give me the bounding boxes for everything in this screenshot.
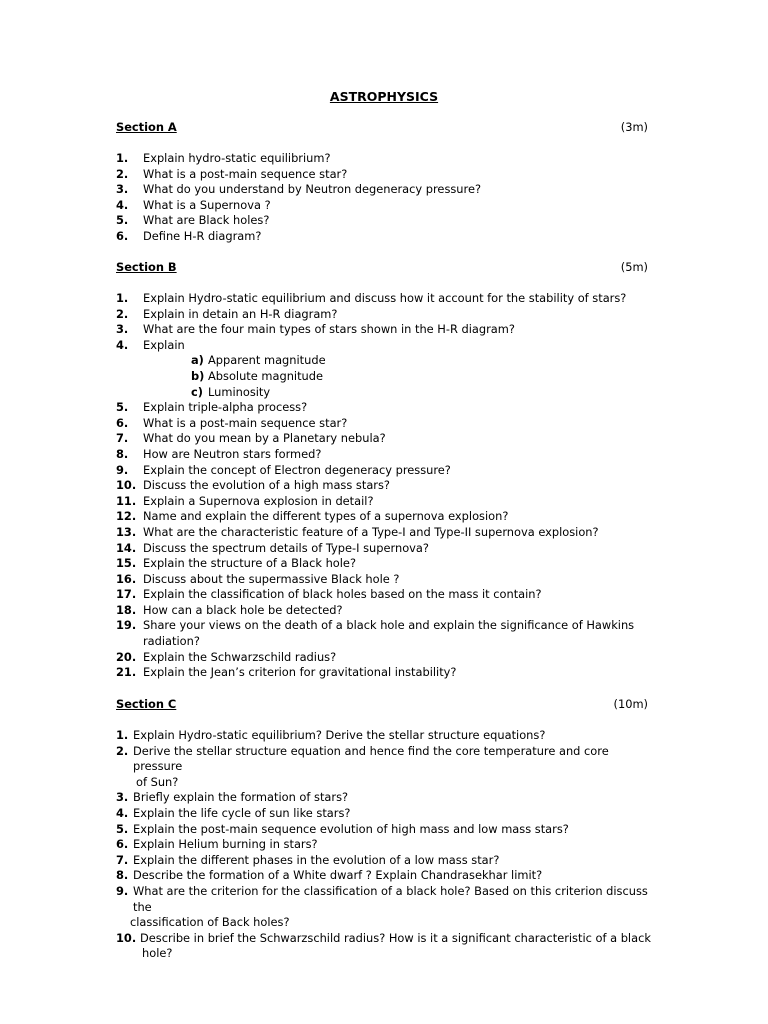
question-number: 9. xyxy=(116,883,129,898)
question-text: What is a post-main sequence star? xyxy=(143,415,348,430)
question-number: 19. xyxy=(116,618,137,633)
question-number: 15. xyxy=(116,556,137,571)
question-item xyxy=(116,541,656,557)
question-text: Define H-R diagram? xyxy=(143,228,262,243)
question-item xyxy=(116,837,656,853)
question-number: 6. xyxy=(116,228,129,243)
question-number: 14. xyxy=(116,540,137,555)
question-number: 1. xyxy=(116,151,129,165)
question-text: Briefly explain the formation of stars? xyxy=(133,790,349,805)
question-text-continuation: radiation? xyxy=(143,634,200,649)
question-text: Explain the structure of a Black hole? xyxy=(143,556,356,571)
question-item xyxy=(116,229,656,245)
question-text: Name and explain the different types of a supernova explosion? xyxy=(143,509,509,524)
question-number: 2. xyxy=(116,743,129,758)
question-number: 1. xyxy=(116,291,129,305)
question-number: 16. xyxy=(116,571,137,586)
question-item xyxy=(116,790,656,806)
question-item xyxy=(116,603,656,619)
question-continuation xyxy=(116,946,656,962)
sub-item xyxy=(116,353,656,369)
question-item xyxy=(116,291,656,307)
sub-item-letter: b) xyxy=(191,368,205,383)
question-continuation xyxy=(116,915,656,931)
question-text: How can a black hole be detected? xyxy=(143,602,343,617)
question-number: 2. xyxy=(116,306,129,321)
question-item xyxy=(116,650,656,666)
question-number: 3. xyxy=(116,182,129,197)
question-text: What do you understand by Neutron degeneracy pressure? xyxy=(143,182,482,197)
question-text: What are Black holes? xyxy=(143,213,270,228)
question-text: How are Neutron stars formed? xyxy=(143,446,322,461)
question-text: Explain Helium burning in stars? xyxy=(133,837,318,852)
sub-item-text: Luminosity xyxy=(208,384,271,399)
question-text: Explain the life cycle of sun like stars? xyxy=(133,805,351,820)
section-b-header xyxy=(116,260,648,276)
question-item xyxy=(116,416,656,432)
sub-item xyxy=(116,369,656,385)
question-item xyxy=(116,447,656,463)
question-number: 4. xyxy=(116,197,129,212)
question-text: Explain the Schwarzschild radius? xyxy=(143,649,337,664)
question-number: 7. xyxy=(116,852,129,867)
sub-item-letter: c) xyxy=(191,384,203,399)
section-c-questions xyxy=(116,728,656,962)
question-number: 1. xyxy=(116,728,129,742)
question-item xyxy=(116,525,656,541)
question-text: What are the criterion for the classification of a black hole? Based on this criterion discuss the xyxy=(133,883,648,914)
question-text: Describe in brief the Schwarzschild radius? How is it a significant characteristic of a black xyxy=(140,930,651,945)
question-item xyxy=(116,853,656,869)
question-number: 12. xyxy=(116,509,137,524)
question-text: Discuss the evolution of a high mass stars? xyxy=(143,478,390,493)
question-text: Explain the different phases in the evolution of a low mass star? xyxy=(133,852,500,867)
question-number: 18. xyxy=(116,602,137,617)
question-item xyxy=(116,587,656,603)
question-text: Explain Hydro-static equilibrium and discuss how it account for the stability of stars? xyxy=(143,291,627,305)
question-number: 8. xyxy=(116,868,129,883)
question-item xyxy=(116,167,656,183)
question-number: 20. xyxy=(116,649,137,664)
question-text: What are the four main types of stars shown in the H-R diagram? xyxy=(143,322,515,337)
question-text: Explain the post-main sequence evolution of high mass and low mass stars? xyxy=(133,821,569,836)
section-b-marks: (5m) xyxy=(620,260,648,274)
sub-item-letter: a) xyxy=(191,353,204,368)
question-number: 10. xyxy=(116,478,137,493)
question-number: 3. xyxy=(116,790,129,805)
question-number: 9. xyxy=(116,462,129,477)
question-item xyxy=(116,463,656,479)
question-continuation xyxy=(116,634,656,650)
question-number: 21. xyxy=(116,665,137,680)
question-text: Discuss the spectrum details of Type-I supernova? xyxy=(143,540,429,555)
question-text: What is a Supernova ? xyxy=(143,197,271,212)
sub-item-text: Absolute magnitude xyxy=(208,368,324,383)
question-item xyxy=(116,151,656,167)
question-item xyxy=(116,822,656,838)
question-text: Derive the stellar structure equation and hence find the core temperature and core pressure xyxy=(133,743,609,774)
question-number: 13. xyxy=(116,524,137,539)
question-text: Describe the formation of a White dwarf ? Explain Chandrasekhar limit? xyxy=(133,868,543,883)
question-item xyxy=(116,728,656,744)
question-number: 4. xyxy=(116,337,129,352)
question-number: 3. xyxy=(116,322,129,337)
question-number: 8. xyxy=(116,446,129,461)
question-item xyxy=(116,618,656,634)
sub-item-text: Apparent magnitude xyxy=(208,353,326,368)
question-item xyxy=(116,478,656,494)
section-b-questions xyxy=(116,291,656,681)
question-text: What is a post-main sequence star? xyxy=(143,166,348,181)
section-a-questions xyxy=(116,151,656,245)
question-number: 4. xyxy=(116,805,129,820)
document-title: ASTROPHYSICS xyxy=(329,89,439,104)
question-text: Discuss about the supermassive Black hole ? xyxy=(143,571,400,586)
question-continuation xyxy=(116,775,656,791)
question-number: 6. xyxy=(116,837,129,852)
question-item xyxy=(116,400,656,416)
question-number: 5. xyxy=(116,400,129,415)
question-text: Explain a Supernova explosion in detail? xyxy=(143,493,374,508)
question-text: Explain xyxy=(143,337,185,352)
section-a-title: Section A xyxy=(116,120,177,134)
question-number: 11. xyxy=(116,493,137,508)
question-text: Share your views on the death of a black hole and explain the significance of Hawkins xyxy=(143,618,635,633)
section-c-title: Section C xyxy=(116,697,177,711)
question-text: Explain in detain an H-R diagram? xyxy=(143,306,338,321)
question-item xyxy=(116,431,656,447)
question-number: 10. xyxy=(116,930,137,945)
question-number: 6. xyxy=(116,415,129,430)
question-text: Explain the Jean’s criterion for gravitational instability? xyxy=(143,665,457,680)
question-text-continuation: hole? xyxy=(142,946,173,961)
question-text-continuation: classification of Back holes? xyxy=(130,915,290,930)
section-a-marks: (3m) xyxy=(620,120,648,134)
question-item xyxy=(116,868,656,884)
question-text: What are the characteristic feature of a Type-I and Type-II supernova explosion? xyxy=(143,524,599,539)
question-number: 5. xyxy=(116,213,129,228)
question-item xyxy=(116,665,656,681)
section-b-title: Section B xyxy=(116,260,177,274)
question-number: 2. xyxy=(116,166,129,181)
question-text: Explain the classification of black holes based on the mass it contain? xyxy=(143,587,542,602)
question-text: Explain the concept of Electron degeneracy pressure? xyxy=(143,462,451,477)
question-item xyxy=(116,307,656,323)
question-item xyxy=(116,338,656,354)
question-item xyxy=(116,744,656,775)
question-item xyxy=(116,182,656,198)
question-item xyxy=(116,931,656,947)
question-item xyxy=(116,884,656,915)
section-c-header xyxy=(116,697,648,713)
section-a-header xyxy=(116,120,648,136)
question-item xyxy=(116,556,656,572)
question-item xyxy=(116,509,656,525)
section-c-marks: (10m) xyxy=(613,697,648,711)
question-text: What do you mean by a Planetary nebula? xyxy=(143,431,386,446)
question-text-continuation: of Sun? xyxy=(136,774,179,789)
question-item xyxy=(116,322,656,338)
question-item xyxy=(116,572,656,588)
question-item xyxy=(116,494,656,510)
sub-item xyxy=(116,385,656,401)
question-text: Explain triple-alpha process? xyxy=(143,400,308,415)
question-number: 7. xyxy=(116,431,129,446)
question-number: 5. xyxy=(116,821,129,836)
question-item xyxy=(116,198,656,214)
question-text: Explain Hydro-static equilibrium? Derive the stellar structure equations? xyxy=(133,728,546,742)
question-item xyxy=(116,213,656,229)
question-number: 17. xyxy=(116,587,137,602)
question-item xyxy=(116,806,656,822)
question-text: Explain hydro-static equilibrium? xyxy=(143,151,331,165)
